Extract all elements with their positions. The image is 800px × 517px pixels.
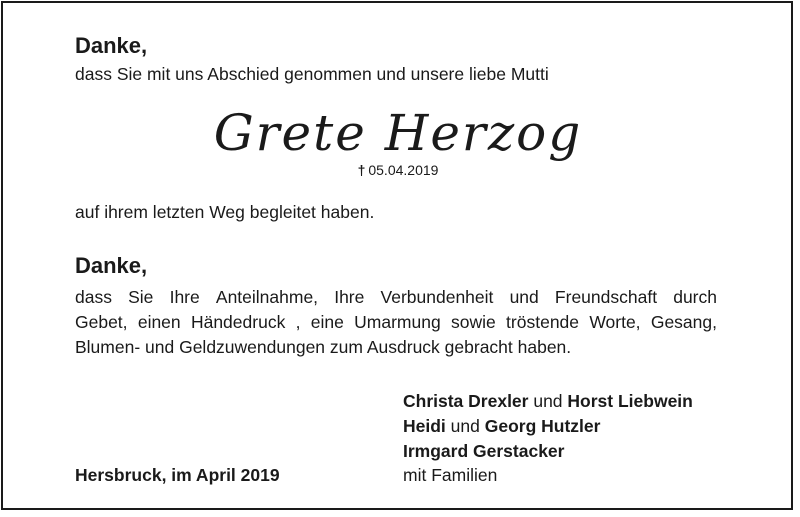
word: Anteilnahme, xyxy=(215,287,319,307)
signer-name: Heidi xyxy=(403,416,446,436)
paragraph-line-2: Gebet, einen Händedruck , eine Umarmung sowie tröstende Worte, Gesang, xyxy=(75,312,717,332)
word: Ihre xyxy=(334,287,365,307)
thanks-heading-1: Danke, xyxy=(75,33,148,58)
paragraph-line-1 xyxy=(75,285,717,310)
signature-line-4: mit Familien xyxy=(403,465,498,485)
deceased-name: Grete Herzog xyxy=(213,104,583,162)
signature-line-3 xyxy=(403,439,564,464)
death-date: 05.04.2019 xyxy=(368,162,439,178)
word: Freundschaft xyxy=(554,287,658,307)
thanks-paragraph xyxy=(75,285,717,360)
word: Ihre xyxy=(169,287,200,307)
signature-line-2 xyxy=(403,414,600,439)
conjunction: und xyxy=(445,416,485,436)
word: dass xyxy=(75,287,112,307)
word: durch xyxy=(673,287,717,307)
signature-line-1 xyxy=(403,389,693,414)
word: Sie xyxy=(128,287,154,307)
farewell-text: auf ihrem letzten Weg begleitet haben. xyxy=(75,202,375,222)
signer-name: Irmgard Gerstacker xyxy=(403,441,565,461)
place-date: Hersbruck, im April 2019 xyxy=(75,465,280,485)
word: und xyxy=(509,287,539,307)
signer-name: Christa Drexler xyxy=(403,391,529,411)
cross-icon: † xyxy=(357,162,366,178)
intro-text: dass Sie mit uns Abschied genommen und unsere liebe Mutti xyxy=(75,64,549,84)
thanks-heading-2: Danke, xyxy=(75,253,148,278)
death-date-line xyxy=(0,161,796,179)
paragraph-line-3: Blumen- und Geldzuwendungen zum Ausdruck gebracht haben. xyxy=(75,337,572,357)
conjunction: und xyxy=(528,391,568,411)
signer-name: Horst Liebwein xyxy=(567,391,693,411)
word: Verbundenheit xyxy=(380,287,494,307)
signer-name: Georg Hutzler xyxy=(484,416,601,436)
